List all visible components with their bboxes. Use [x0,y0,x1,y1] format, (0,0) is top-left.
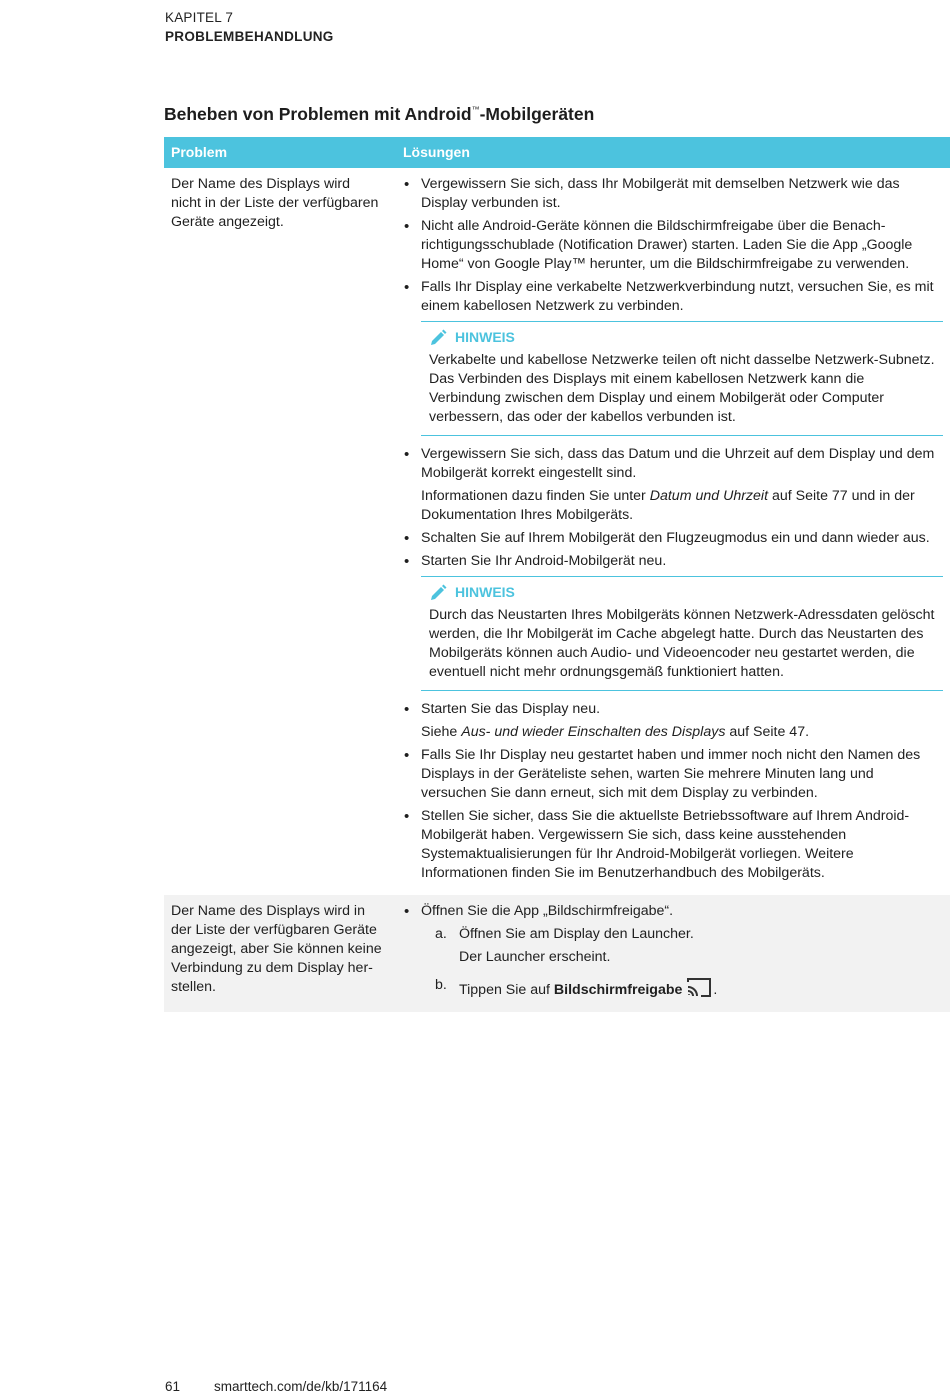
page-number: 61 [165,1379,181,1394]
list-item [403,175,943,213]
cross-reference: Informationen dazu finden Sie unter Datum und Uhrzeit auf Seite 77 und in der Dokumentation Ihres Mobilgeräts. [421,488,915,523]
step-list [421,925,943,1000]
step-item [421,925,943,967]
solution-text: • Falls Ihr Display eine verkabelte Netzwerkverbindung nutzt, versuchen Sie, es mit einem kabellosen Netzwerk zu verbinden. [421,279,934,314]
trademark-mark: ™ [471,105,480,114]
list-item [403,217,943,274]
solutions-cell [390,168,950,895]
note-box [421,576,943,691]
table-header-row [164,137,950,168]
note-heading [429,328,937,347]
pencil-icon [429,584,447,602]
step-result: Der Launcher erscheint. [459,949,611,965]
page-footer [165,1377,387,1396]
note-label: HINWEIS [455,329,515,345]
section-title [164,100,594,124]
solution-text: • Vergewissern Sie sich, dass das Datum und die Uhrzeit auf dem Display und dem Mobilgerät korrekt eingestellt sind. [421,446,935,481]
list-item [403,700,943,742]
solution-list [403,175,943,316]
solution-text: • Starten Sie Ihr Android-Mobilgerät neu. [421,553,667,569]
ui-term: Bildschirmfreigabe [553,982,683,998]
solution-text: • Schalten Sie auf Ihrem Mobilgerät den Flugzeugmodus ein und dann wieder aus. [421,530,930,546]
solution-list [403,700,943,883]
list-item [403,529,943,548]
section-title-main: Beheben von Problemen mit Android [164,104,472,124]
step-text: Tippen Sie auf Bildschirmfreigabe . [459,976,943,1000]
problem-cell: Der Name des Displays wird in der Liste der verfügbaren Geräte angezeigt, aber Sie können keine Verbindung zu dem Display herstellen. [164,895,390,1012]
chapter-title: PROBLEMBEHANDLUNG [165,29,334,44]
column-header-problem: Problem [164,137,390,168]
solution-list [403,902,943,1000]
solution-text: • Starten Sie das Display neu. [421,701,601,717]
solution-text: • Nicht alle Android-Geräte können die Bildschirmfreigabe über die Benachrichtigungsschublade (Notification Drawer) starten. Laden Sie die App „Google Home“ von Google Play™ herunter, um die Bildschirmfreigabe zu verwenden. [421,218,913,272]
step-marker: b. [435,977,447,993]
footer-url[interactable]: smarttech.com/de/kb/171164 [214,1379,388,1394]
cross-reference-link[interactable]: Aus- und wieder Einschalten des Displays [461,724,726,740]
column-header-solutions: Lösungen [390,137,950,168]
page-header [165,8,334,46]
troubleshooting-table [164,137,950,1012]
chapter-label: KAPITEL 7 [165,10,234,25]
note-label: HINWEIS [455,584,515,600]
cross-reference: Siehe Aus- und wieder Einschalten des Displays auf Seite 47. [421,724,810,740]
note-heading [429,583,937,602]
solution-text: • Stellen Sie sicher, dass Sie die aktuellste Betriebssoftware auf Ihrem Android-Mobilgerät haben. Vergewissern Sie sich, dass keine ausstehenden Systemaktualisierungen für Ihr Android-Mobilgerät vorliegen. Weitere Informationen finden Sie im Benutzerhandbuch des Mobilgeräts. [421,808,910,881]
list-item [403,807,943,883]
cross-reference-link[interactable]: Datum und Uhrzeit [649,488,769,504]
solution-text: • Vergewissern Sie sich, dass Ihr Mobilgerät mit demselben Netzwerk wie das Display verbunden ist. [421,176,900,211]
note-text: Verkabelte und kabellose Netzwerke teilen oft nicht dasselbe Netzwerk-Subnetz. Das Verbinden des Displays mit einem kabellosen Netzwerk kann die Verbindung zwischen dem Display und einem Mobilgerät oder Computer verbessern, das oder der kabellos verbunden ist. [429,352,935,425]
list-item [403,278,943,316]
list-item [403,552,943,571]
table-row [164,168,950,895]
pencil-icon [429,329,447,347]
list-item [403,445,943,525]
solution-list [403,445,943,571]
step-marker: a. [435,926,447,942]
note-box [421,321,943,436]
solutions-cell [390,895,950,1012]
table-row [164,895,950,1012]
solution-text: • Öffnen Sie die App „Bildschirmfreigabe“. [421,903,674,919]
list-item [403,746,943,803]
list-item [403,902,943,1000]
section-title-suffix: -Mobilgeräten [479,104,595,124]
cast-icon [685,976,713,998]
step-text: Öffnen Sie am Display den Launcher. [459,926,694,942]
note-text: Durch das Neustarten Ihres Mobilgeräts können Netzwerk-Adressdaten gelöscht werden, die Ihr Mobilgerät im Cache abgelegt hatte. Durch das Neustarten des Mobilgeräts können auch Audio- und Videoencoder neu gestartet werden, die eventuell nicht mehr ordnungsgemäß funktioniert hatten. [429,607,935,680]
solution-text: • Falls Sie Ihr Display neu gestartet haben und immer noch nicht den Namen des Displays in der Geräteliste sehen, warten Sie mehrere Minuten lang und versuchen Sie dann erneut, sich mit dem Display zu verbinden. [421,747,921,801]
problem-cell: Der Name des Displays wird nicht in der Liste der verfügbaren Geräte angezeigt. [164,168,390,895]
step-item [421,976,943,1000]
